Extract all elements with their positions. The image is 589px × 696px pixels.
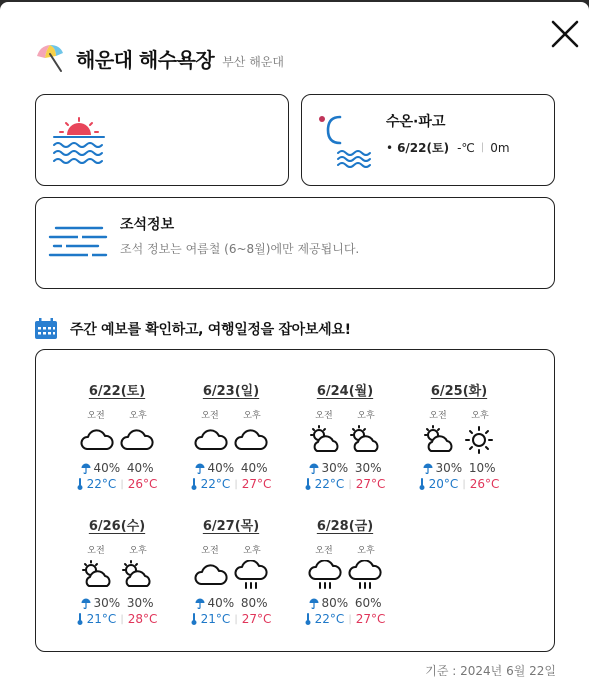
water-info <box>386 111 510 156</box>
high-temp: 27°C <box>241 477 272 491</box>
ampm-labels <box>68 408 166 421</box>
forecast-date: 6/27(목) <box>202 519 260 534</box>
high-temp: 28°C <box>127 612 158 626</box>
water-temp-value: -℃ <box>457 140 475 155</box>
ampm-labels <box>182 408 280 421</box>
rain-probability <box>68 596 166 610</box>
rain-probability <box>296 596 394 610</box>
pm-rain-prob: 30% <box>126 596 154 610</box>
pm-rain-prob: 10% <box>468 461 496 475</box>
cloud-icon <box>194 560 228 590</box>
thermometer-icon <box>77 613 83 625</box>
pm-label: 오후 <box>129 546 147 556</box>
sun-icon <box>462 425 496 455</box>
beach-weather-modal <box>0 2 589 696</box>
ampm-labels <box>68 543 166 556</box>
ampm-labels <box>296 408 394 421</box>
weekly-forecast-title: 주간 예보를 확인하고, 여행일정을 잡아보세요! <box>70 322 351 338</box>
rain-probability-icon <box>309 463 319 474</box>
pm-label: 오후 <box>243 411 261 421</box>
weather-icons <box>68 560 166 590</box>
ampm-labels <box>296 543 394 556</box>
rain-probability <box>182 596 280 610</box>
low-temp: 22°C <box>86 477 117 491</box>
am-label: 오전 <box>87 546 105 556</box>
thermometer-icon <box>191 478 197 490</box>
pm-rain-prob: 80% <box>240 596 268 610</box>
forecast-day <box>182 515 280 635</box>
am-rain-prob: 40% <box>207 596 235 610</box>
am-label: 오전 <box>201 546 219 556</box>
forecast-date: 6/28(금) <box>316 519 374 534</box>
pm-label: 오후 <box>357 411 375 421</box>
weather-icons <box>68 425 166 455</box>
temperature-range: 21°C | 28°C <box>68 612 166 626</box>
partly-cloudy-icon <box>80 560 114 590</box>
partly-cloudy-icon <box>422 425 456 455</box>
low-temp: 22°C <box>314 477 345 491</box>
low-temp: 21°C <box>86 612 117 626</box>
rain-probability <box>68 461 166 475</box>
temperature-range: 20°C | 26°C <box>410 477 508 491</box>
high-temp: 26°C <box>127 477 158 491</box>
high-temp: 26°C <box>469 477 500 491</box>
low-temp: 20°C <box>428 477 459 491</box>
am-label: 오전 <box>87 411 105 421</box>
high-temp: 27°C <box>355 612 386 626</box>
cloud-icon <box>80 425 114 455</box>
tide-title: 조석정보 <box>120 217 175 233</box>
rain-probability <box>296 461 394 475</box>
ampm-labels <box>410 408 508 421</box>
partly-cloudy-icon <box>308 425 342 455</box>
low-temp: 22°C <box>200 477 231 491</box>
water-temp-card <box>301 94 555 186</box>
weather-icons <box>182 425 280 455</box>
weather-icons <box>410 425 508 455</box>
thermometer-icon <box>419 478 425 490</box>
am-label: 오전 <box>315 546 333 556</box>
pm-label: 오후 <box>129 411 147 421</box>
cloud-icon <box>234 425 268 455</box>
water-row: • 6/22(토) -℃ | 0m <box>386 140 510 155</box>
am-rain-prob: 30% <box>435 461 463 475</box>
forecast-day <box>296 515 394 635</box>
forecast-day <box>68 380 166 500</box>
forecast-date: 6/26(수) <box>88 519 146 534</box>
weather-icons <box>296 560 394 590</box>
forecast-day <box>296 380 394 500</box>
tide-info <box>120 214 359 257</box>
am-rain-prob: 40% <box>93 461 121 475</box>
page-subtitle: 부산 해운대 <box>222 54 284 69</box>
rain-probability <box>182 461 280 475</box>
basis-date: 기준 : 2024년 6월 22일 <box>425 664 556 678</box>
rain-cloud-icon <box>348 560 382 590</box>
close-icon[interactable] <box>549 18 581 50</box>
beach-umbrella-icon <box>34 42 66 74</box>
thermometer-icon <box>305 478 311 490</box>
thermometer-icon <box>191 613 197 625</box>
forecast-date: 6/22(토) <box>88 384 146 399</box>
partly-cloudy-icon <box>348 425 382 455</box>
header <box>34 40 284 76</box>
temperature-range: 22°C | 26°C <box>68 477 166 491</box>
cloud-icon <box>120 425 154 455</box>
pm-rain-prob: 40% <box>240 461 268 475</box>
water-date: 6/22(토) <box>397 141 450 155</box>
tide-icon <box>48 224 108 262</box>
weekly-forecast-heading <box>34 318 351 340</box>
am-label: 오전 <box>201 411 219 421</box>
sunrise-card <box>35 94 289 186</box>
pm-rain-prob: 60% <box>354 596 382 610</box>
tide-card <box>35 197 555 289</box>
pm-label: 오후 <box>357 546 375 556</box>
pm-label: 오후 <box>243 546 261 556</box>
temperature-range: 22°C | 27°C <box>182 477 280 491</box>
temperature-range: 21°C | 27°C <box>182 612 280 626</box>
am-label: 오전 <box>429 411 447 421</box>
forecast-day <box>410 380 508 500</box>
temperature-range: 22°C | 27°C <box>296 612 394 626</box>
weekly-forecast-card <box>35 349 555 652</box>
ampm-labels <box>182 543 280 556</box>
weather-icons <box>296 425 394 455</box>
rain-probability-icon <box>81 598 91 609</box>
am-rain-prob: 30% <box>321 461 349 475</box>
am-rain-prob: 30% <box>93 596 121 610</box>
forecast-date: 6/23(일) <box>202 384 260 399</box>
calendar-icon <box>34 318 58 340</box>
low-temp: 22°C <box>314 612 345 626</box>
pm-label: 오후 <box>471 411 489 421</box>
water-title: 수온·파고 <box>386 114 446 130</box>
cloud-icon <box>194 425 228 455</box>
pm-rain-prob: 40% <box>126 461 154 475</box>
pm-rain-prob: 30% <box>354 461 382 475</box>
water-temperature-icon <box>316 111 372 169</box>
weather-icons <box>182 560 280 590</box>
rain-probability-icon <box>195 598 205 609</box>
rain-probability-icon <box>81 463 91 474</box>
rain-probability-icon <box>423 463 433 474</box>
thermometer-icon <box>305 613 311 625</box>
partly-cloudy-icon <box>120 560 154 590</box>
forecast-date: 6/24(월) <box>316 384 374 399</box>
sunrise-icon <box>50 117 108 165</box>
rain-cloud-icon <box>308 560 342 590</box>
wave-height-value: 0m <box>490 140 510 155</box>
rain-probability <box>410 461 508 475</box>
forecast-date: 6/25(화) <box>430 384 488 399</box>
high-temp: 27°C <box>355 477 386 491</box>
rain-probability-icon <box>195 463 205 474</box>
forecast-day <box>182 380 280 500</box>
page-title: 해운대 해수욕장 <box>76 47 215 72</box>
low-temp: 21°C <box>200 612 231 626</box>
temperature-range: 22°C | 27°C <box>296 477 394 491</box>
thermometer-icon <box>77 478 83 490</box>
am-label: 오전 <box>315 411 333 421</box>
rain-probability-icon <box>309 598 319 609</box>
tide-description: 조석 정보는 여름철 (6~8월)에만 제공됩니다. <box>120 242 360 256</box>
high-temp: 27°C <box>241 612 272 626</box>
am-rain-prob: 40% <box>207 461 235 475</box>
am-rain-prob: 80% <box>321 596 349 610</box>
forecast-day <box>68 515 166 635</box>
rain-cloud-icon <box>234 560 268 590</box>
